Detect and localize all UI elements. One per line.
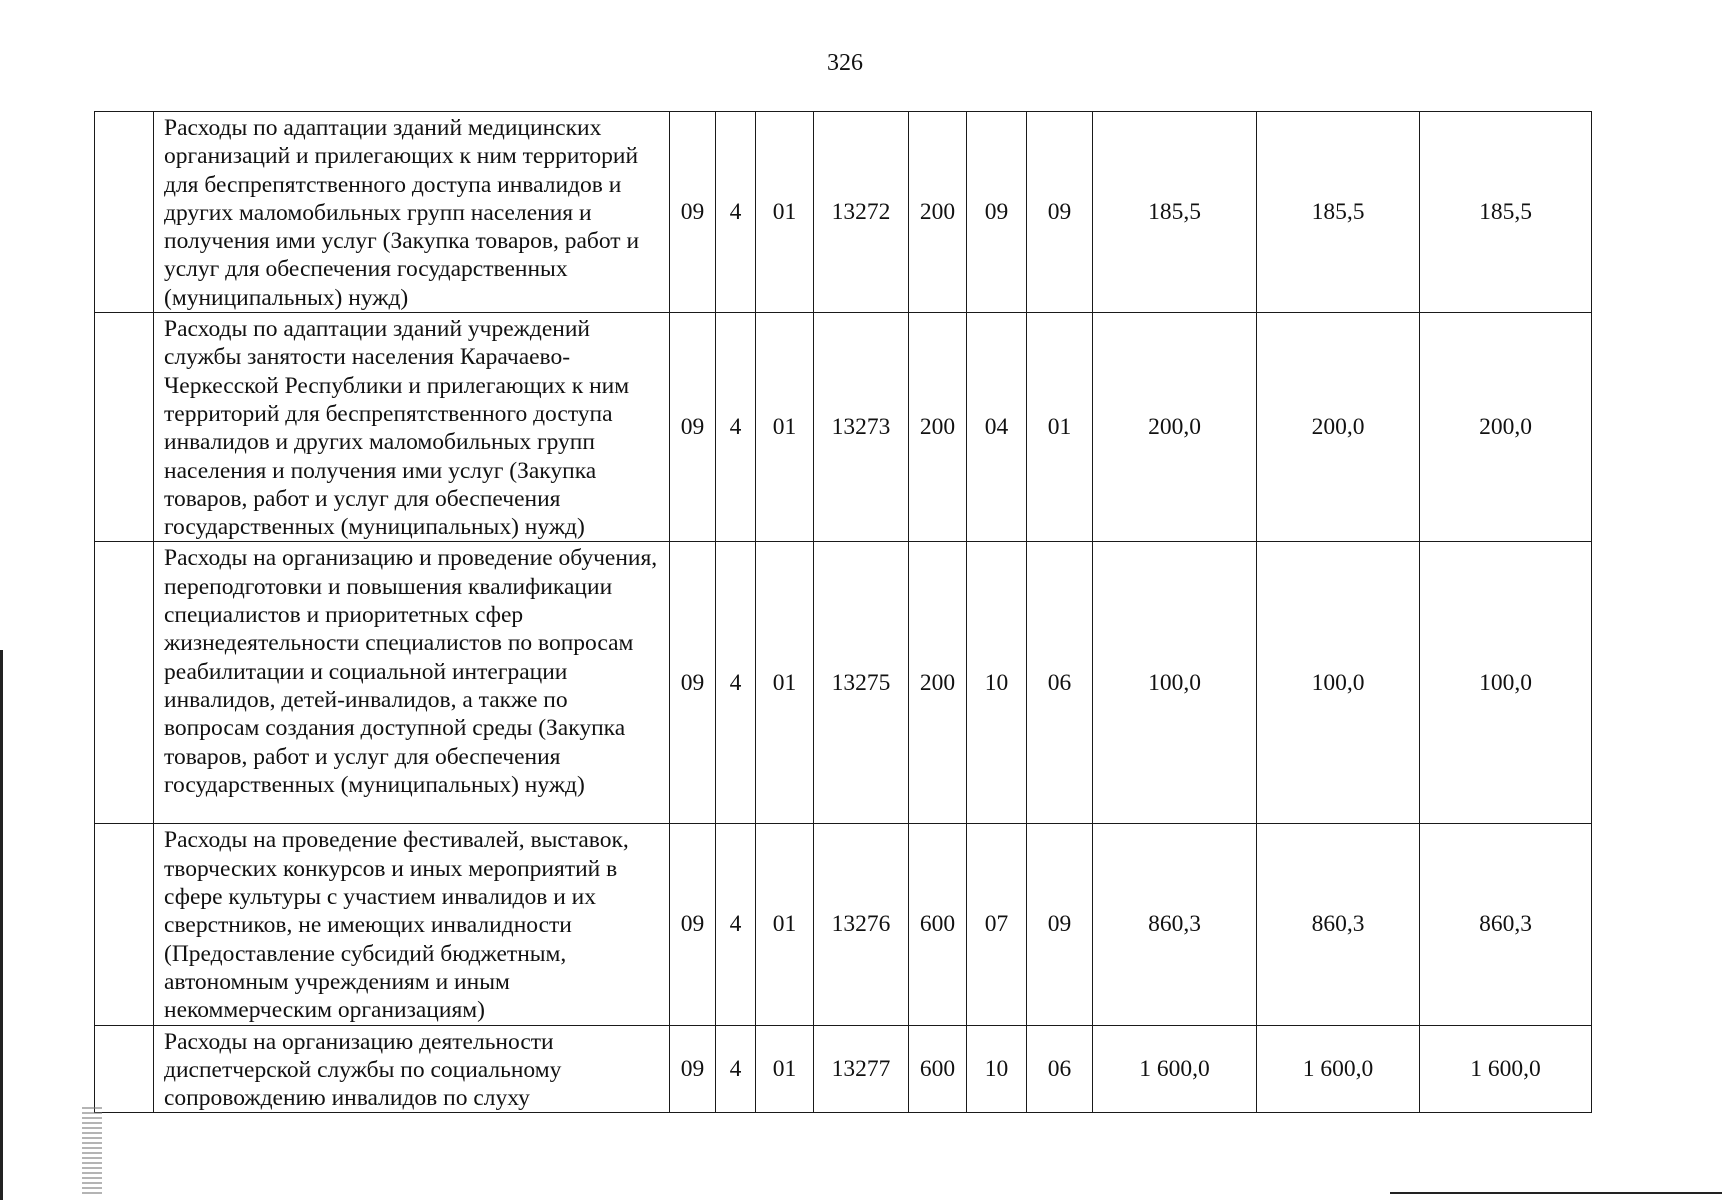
code-cell: 01 bbox=[756, 542, 814, 824]
code-cell: 13272 bbox=[814, 112, 909, 313]
code-cell: 4 bbox=[716, 542, 756, 824]
code-cell: 13275 bbox=[814, 542, 909, 824]
amount-cell: 185,5 bbox=[1093, 112, 1257, 313]
code-cell: 10 bbox=[967, 1025, 1027, 1113]
amount-cell: 100,0 bbox=[1420, 542, 1592, 824]
amount-cell: 185,5 bbox=[1420, 112, 1592, 313]
code-cell: 06 bbox=[1027, 542, 1093, 824]
amount-cell: 200,0 bbox=[1257, 313, 1420, 542]
code-cell: 13276 bbox=[814, 824, 909, 1025]
code-cell: 09 bbox=[670, 112, 716, 313]
amount-cell: 1 600,0 bbox=[1257, 1025, 1420, 1113]
code-cell: 13277 bbox=[814, 1025, 909, 1113]
description-cell: Расходы на проведение фестивалей, выставок, творческих конкурсов и иных мероприятий в сфере культуры с участием инвалидов и их сверстников, не имеющих инвалидности (Предоставление субсидий бюджетным, автономным учреждениям и иным некоммерческим организациям) bbox=[154, 824, 670, 1025]
code-cell: 4 bbox=[716, 112, 756, 313]
code-cell: 600 bbox=[909, 824, 967, 1025]
table-row bbox=[95, 112, 1592, 313]
table-row bbox=[95, 1025, 1592, 1113]
index-cell bbox=[95, 112, 154, 313]
table-row bbox=[95, 542, 1592, 824]
code-cell: 01 bbox=[756, 824, 814, 1025]
description-cell: Расходы по адаптации зданий медицинских организаций и прилегающих к ним территорий для беспрепятственного доступа инвалидов и других маломобильных групп населения и получения ими услуг (Закупка товаров, работ и услуг для обеспечения государственных (муниципальных) нужд) bbox=[154, 112, 670, 313]
code-cell: 09 bbox=[670, 542, 716, 824]
amount-cell: 860,3 bbox=[1420, 824, 1592, 1025]
code-cell: 04 bbox=[967, 313, 1027, 542]
description-cell: Расходы по адаптации зданий учреждений службы занятости населения Карачаево-Черкесской Республики и прилегающих к ним территорий для беспрепятственного доступа инвалидов и других маломобильных групп населения и получения ими услуг (Закупка товаров, работ и услуг для обеспечения государственных (муниципальных) нужд) bbox=[154, 313, 670, 542]
index-cell bbox=[95, 313, 154, 542]
code-cell: 09 bbox=[670, 824, 716, 1025]
table-row bbox=[95, 824, 1592, 1025]
code-cell: 07 bbox=[967, 824, 1027, 1025]
amount-cell: 200,0 bbox=[1420, 313, 1592, 542]
amount-cell: 100,0 bbox=[1257, 542, 1420, 824]
index-cell bbox=[95, 1025, 154, 1113]
code-cell: 4 bbox=[716, 1025, 756, 1113]
scan-edge-line bbox=[0, 650, 3, 1200]
code-cell: 09 bbox=[1027, 112, 1093, 313]
description-cell: Расходы на организацию и проведение обучения, переподготовки и повышения квалификации специалистов и приоритетных сфер жизнедеятельности специалистов по вопросам реабилитации и социальной интеграции инвалидов, детей-инвалидов, а также по вопросам создания доступной среды (Закупка товаров, работ и услуг для обеспечения государственных (муниципальных) нужд) bbox=[154, 542, 670, 824]
amount-cell: 100,0 bbox=[1093, 542, 1257, 824]
code-cell: 13273 bbox=[814, 313, 909, 542]
code-cell: 600 bbox=[909, 1025, 967, 1113]
code-cell: 09 bbox=[1027, 824, 1093, 1025]
amount-cell: 1 600,0 bbox=[1093, 1025, 1257, 1113]
description-cell: Расходы на организацию деятельности диспетчерской службы по социальному сопровождению инвалидов по слуху bbox=[154, 1025, 670, 1113]
scan-artifact bbox=[82, 1106, 102, 1194]
code-cell: 01 bbox=[1027, 313, 1093, 542]
code-cell: 200 bbox=[909, 313, 967, 542]
code-cell: 10 bbox=[967, 542, 1027, 824]
code-cell: 200 bbox=[909, 112, 967, 313]
page-number: 326 bbox=[827, 50, 863, 76]
amount-cell: 1 600,0 bbox=[1420, 1025, 1592, 1113]
scan-edge-line bbox=[1390, 1192, 1722, 1194]
code-cell: 09 bbox=[670, 1025, 716, 1113]
code-cell: 01 bbox=[756, 1025, 814, 1113]
budget-table bbox=[94, 111, 1592, 1113]
code-cell: 4 bbox=[716, 824, 756, 1025]
code-cell: 01 bbox=[756, 112, 814, 313]
amount-cell: 860,3 bbox=[1093, 824, 1257, 1025]
index-cell bbox=[95, 542, 154, 824]
index-cell bbox=[95, 824, 154, 1025]
amount-cell: 860,3 bbox=[1257, 824, 1420, 1025]
amount-cell: 185,5 bbox=[1257, 112, 1420, 313]
amount-cell: 200,0 bbox=[1093, 313, 1257, 542]
code-cell: 09 bbox=[670, 313, 716, 542]
code-cell: 200 bbox=[909, 542, 967, 824]
code-cell: 06 bbox=[1027, 1025, 1093, 1113]
code-cell: 01 bbox=[756, 313, 814, 542]
code-cell: 4 bbox=[716, 313, 756, 542]
code-cell: 09 bbox=[967, 112, 1027, 313]
table-row bbox=[95, 313, 1592, 542]
